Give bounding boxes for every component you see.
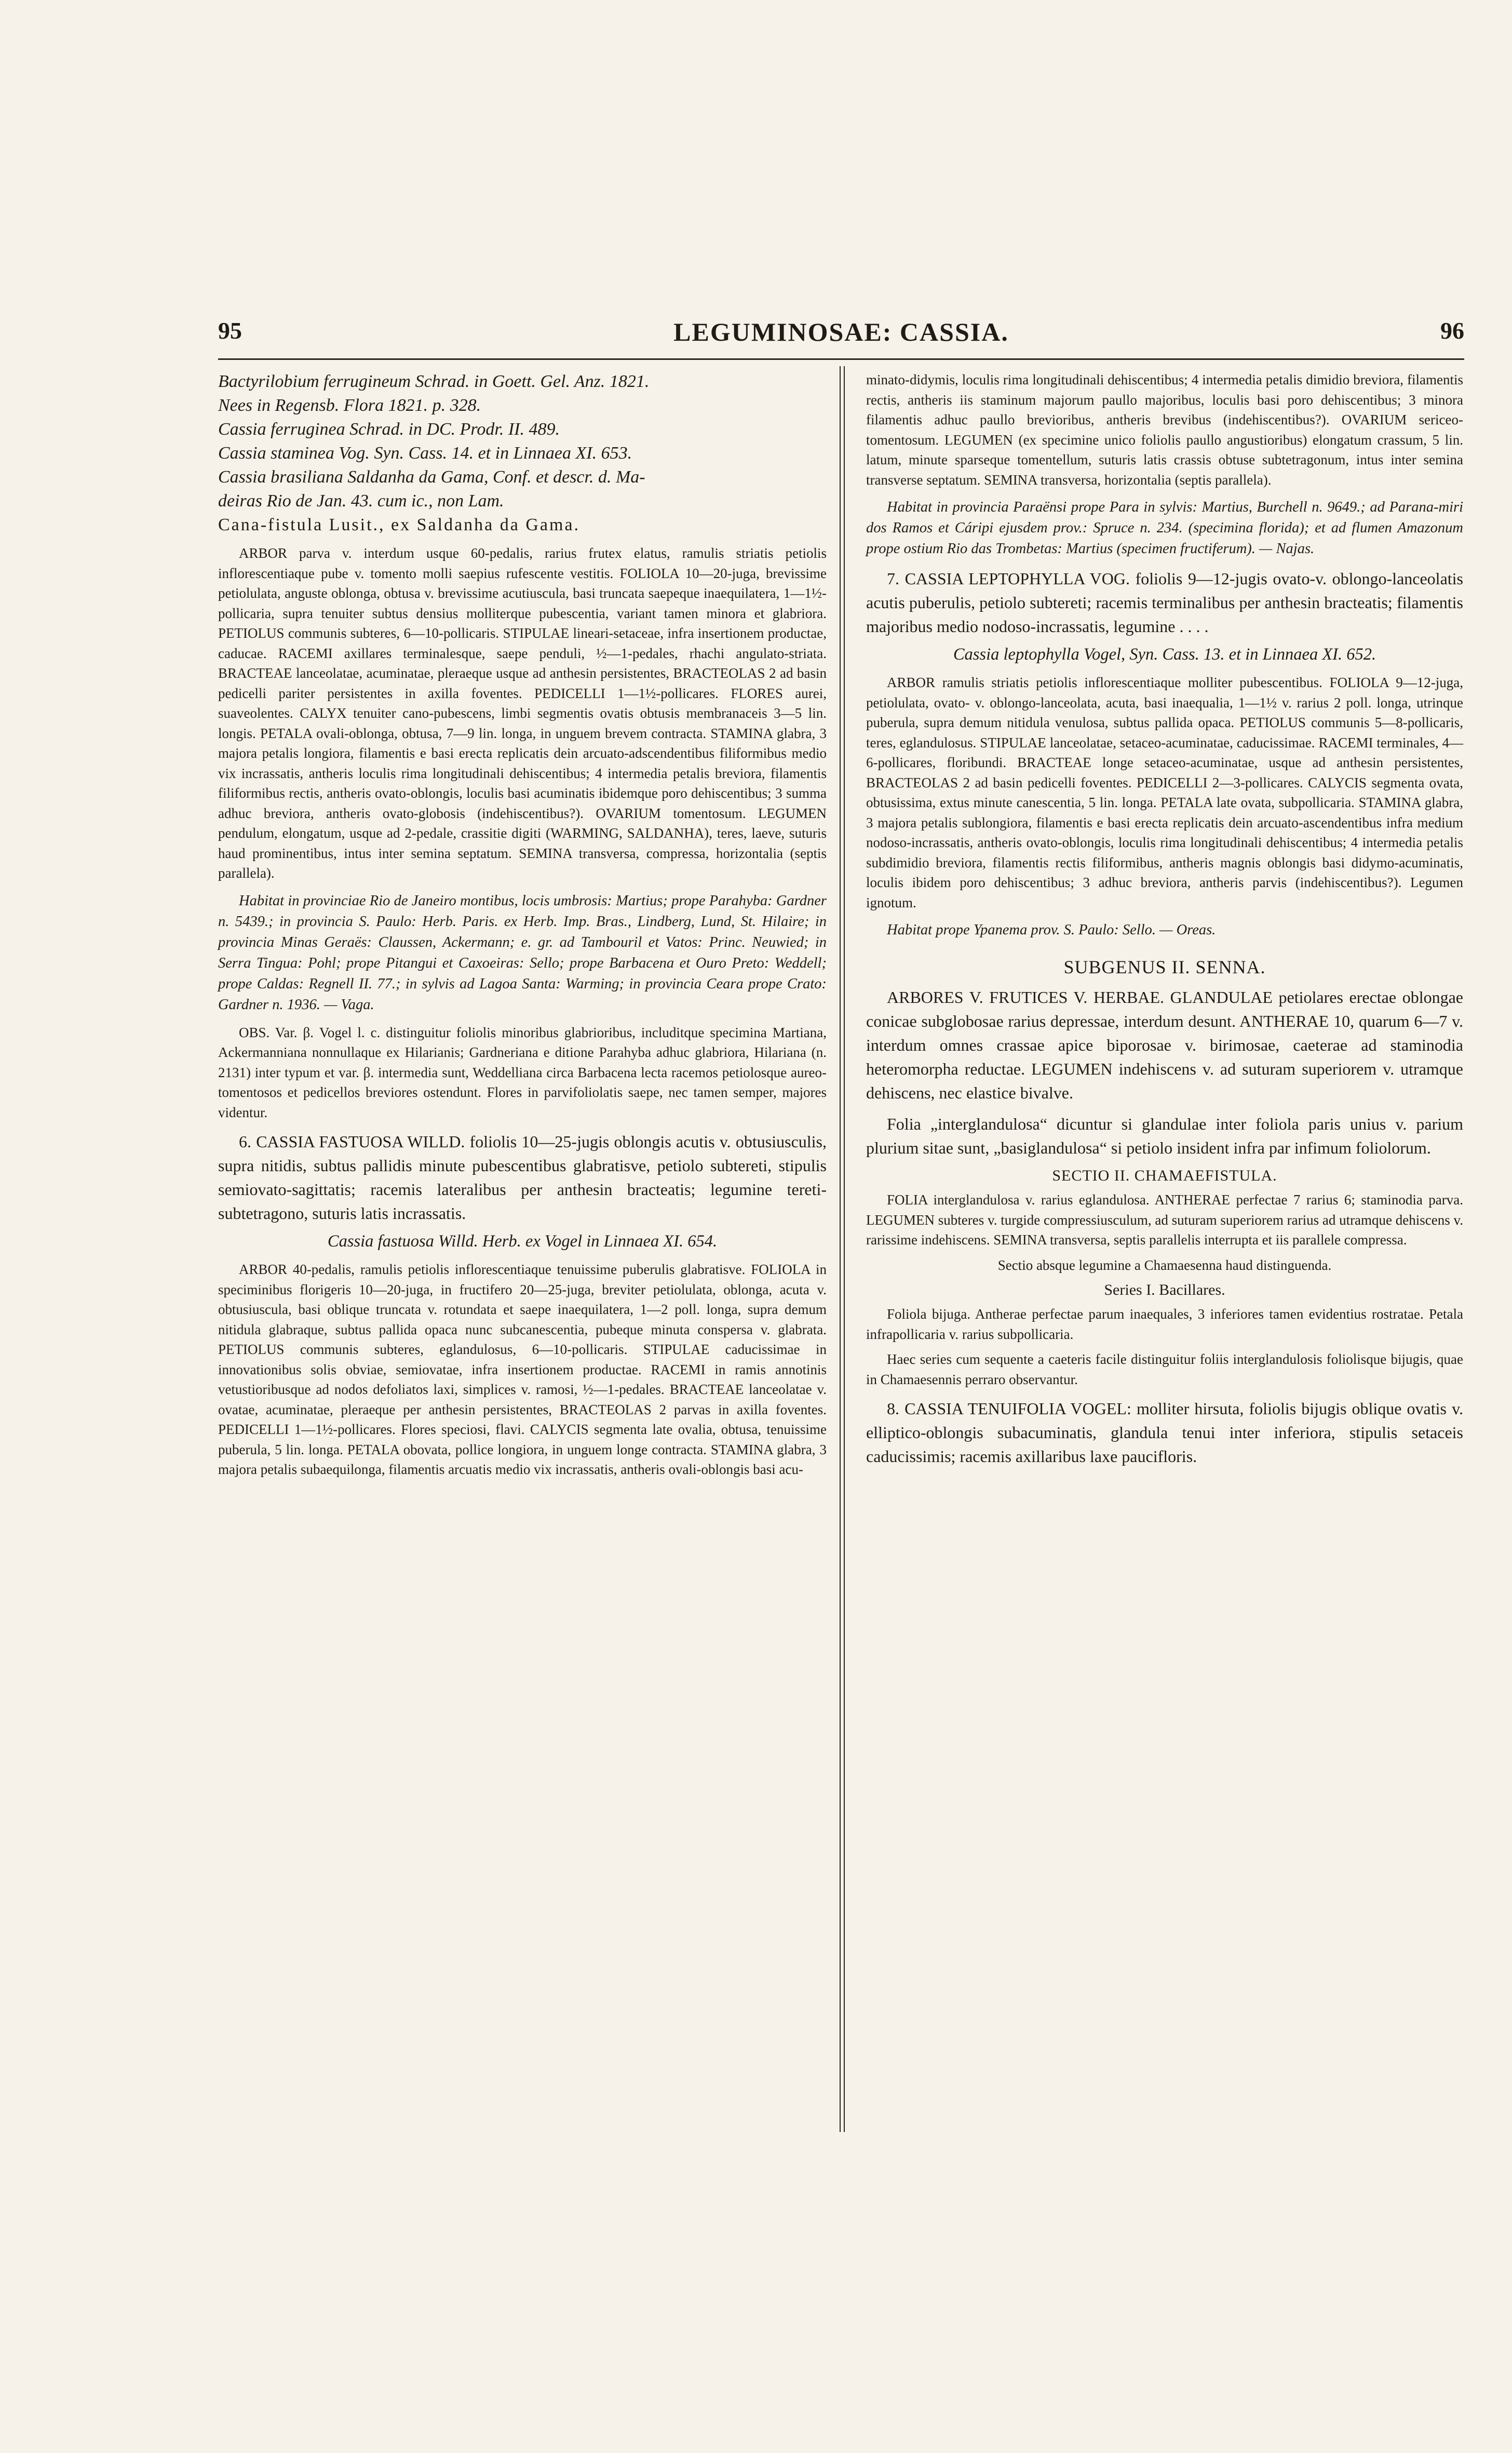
- species-diagnosis: 7. CASSIA LEPTOPHYLLA VOG. foliolis 9—12-jugis ovato-v. oblongo-lanceolatis acutis puberulis, petiolo subtereti; racemis terminalibus per anthesin bracteatis; filamentis majoribus medio nodoso-incrassatis, legumine . . . .: [866, 569, 1463, 636]
- folia-note: Folia „interglandulosa“ dicuntur si glandulae inter foliola paris unius v. parium plurium sitae sunt, „basiglandulosa“ si petiolo insident infra par infimum foliolorum.: [866, 1115, 1463, 1157]
- running-header: [218, 317, 1464, 358]
- habitat-paragraph: Habitat in provinciae Rio de Janeiro montibus, locis umbrosis: Martius; prope Parahyba: Gardner n. 5439.; in provincia S. Paulo: Herb. Paris. ex Herb. Imp. Bras., Lindberg, Lund, St. Hilaire; in provincia Minas Geraës: Claussen, Ackermann; e. gr. ad Tambouril et Vatos: Princ. Neuwied; in Serra Tingua: Pohl; prope Pitangui et Caxoeiras: Sello; prope Barbacena et Ouro Preto: Weddell; prope Caldas: Regnell II. 77.; in sylvis ad Lagoa Santa: Warming; in provincia Ceara prope Crato: Gardner n. 1936. — Vaga.: [218, 892, 827, 1013]
- synonym-line: Cassia brasiliana Saldanha da Gama, Conf. et descr. d. Ma-: [218, 467, 645, 487]
- synonym-line: Cassia staminea Vog. Syn. Cass. 14. et in Linnaea XI. 653.: [218, 444, 632, 463]
- left-column: [218, 370, 827, 1480]
- column-rule: [840, 366, 841, 2132]
- series-heading: Series I. Bacillares.: [1104, 1281, 1225, 1298]
- series-note: Haec series cum sequente a caeteris facile distinguitur foliis interglandulosis foliolisque bijugis, quae in Chamaesennis perraro observantur.: [866, 1351, 1463, 1387]
- header-rule: [218, 358, 1464, 360]
- species-synonym: Cassia fastuosa Willd. Herb. ex Vogel in Linnaea XI. 654.: [327, 1232, 718, 1251]
- sectio-description: FOLIA interglandulosa v. rarius eglandulosa. ANTHERAE perfectae 7 rarius 6; staminodia parva. LEGUMEN subteres v. turgide compressiusculum, ad suturam superiorem rarius ad utramque dehiscens v. rarissime indehiscens. SEMINA transversa, septis parallelis interrupta et iis parallele compressa.: [866, 1192, 1463, 1248]
- column-rule: [844, 366, 845, 2132]
- page-number-right: 96: [1440, 317, 1464, 344]
- sectio-heading: SECTIO II. CHAMAEFISTULA.: [1052, 1167, 1277, 1184]
- running-title: LEGUMINOSAE: CASSIA.: [673, 317, 1009, 346]
- species-synonym: Cassia leptophylla Vogel, Syn. Cass. 13. et in Linnaea XI. 652.: [953, 645, 1376, 664]
- species-diagnosis: 8. CASSIA TENUIFOLIA VOGEL: molliter hirsuta, foliolis bijugis oblique ovatis v. elliptico-oblongis subacuminatis, glandula tenui inter inferiora, stipulis setaceis caducissimis; racemis axillaribus laxe paucifloris.: [866, 1399, 1463, 1466]
- synonym-line: deiras Rio de Jan. 43. cum ic., non Lam.: [218, 491, 504, 511]
- synonym-line: Cassia ferruginea Schrad. in DC. Prodr. II. 489.: [218, 420, 560, 439]
- series-description: Foliola bijuga. Antherae perfectae parum inaequales, 3 inferiores tamen evidentius rostratae. Petala infrapollicaria v. rarius subpollicaria.: [866, 1306, 1463, 1342]
- synonym-line: Bactyrilobium ferrugineum Schrad. in Goett. Gel. Anz. 1821.: [218, 372, 650, 391]
- sectio-note: Sectio absque legumine a Chamaesenna haud distinguenda.: [997, 1257, 1332, 1273]
- page-number-left: 95: [218, 317, 242, 344]
- description-paragraph: ARBOR ramulis striatis petiolis inflorescentiaque molliter pubescentibus. FOLIOLA 9—12-juga, petiolulata, ovato- v. oblongo-lanceolata, acuta, basi inaequalia, 1—1½ v. rarius 2 poll. longa, utrinque puberula, supra demum nitidula venulosa, subtus pallida opaca. PETIOLUS communis 5—8-pollicaris, teres, eglandulosus. STIPULAE lanceolatae, setaceo-acuminatae, caducissimae. RACEMI terminales, 4—6-pollicares, floribundi. BRACTEAE longe setaceo-acuminatae, usque ad anthesin persistentes, BRACTEOLAS 2 ad basin pedicelli foventes. PEDICELLI 2—3-pollicares. CALYCIS segmenta ovata, obtusissima, extus minute canescentia, 5 lin. longa. PETALA late ovata, subpollicaria. STAMINA glabra, 3 majora petalis sublongiora, filamentis e basi erecta replicatis dein arcuato-ascendentibus infra medium nodoso-incrassatis, antheris ovato-oblongis, loculis rima longitudinali dehiscentibus; 4 intermedia petalis subdimidio breviora, filamentis rectis filiformibus, antheris magnis oblongis basi didymo-acuminatis, loculis ibidem poro dehiscentibus; 3 adhuc breviora, antheris parvis (indehiscentibus?). Legumen ignotum.: [866, 675, 1463, 910]
- habitat-paragraph: Habitat prope Ypanema prov. S. Paulo: Sello. — Oreas.: [887, 922, 1216, 938]
- synonymy: [218, 370, 827, 537]
- species-diagnosis: 6. CASSIA FASTUOSA WILLD. foliolis 10—25-jugis oblongis acutis v. obtusiusculis, supra nitidis, subtus pallidis minute pubescentibus glabratisve, petiolo subtereti, stipulis semiovato-sagittatis; racemis lateralibus per anthesin bracteatis; legumine tereti-subtetragono, suturis latis incrassatis.: [218, 1132, 827, 1223]
- right-column: [866, 370, 1463, 1468]
- synonym-line: Nees in Regensb. Flora 1821. p. 328.: [218, 396, 481, 415]
- page-mark: [636, 130, 683, 156]
- subgenus-description: ARBORES V. FRUTICES V. HERBAE. GLANDULAE petiolares erectae oblongae conicae subglobosae rarius depressae, interdum desunt. ANTHERAE 10, quarum 6—7 v. interdum omnes crassae apice biporosae v. birimosae, caeterae ad staminodia heteromorpha reductae. LEGUMEN indehiscens v. ad suturam superiorem v. utramque dehiscens, nec elastice bivalve.: [866, 988, 1463, 1102]
- synonym-line: Cana-fistula Lusit., ex Saldanha da Gama.: [218, 515, 580, 534]
- description-paragraph: ARBOR 40-pedalis, ramulis petiolis inflorescentiaque tenuissime puberulis glabratisve. FOLIOLA in speciminibus florigeris 10—20-juga, in fructifero 20—25-juga, breviter petiolulata, oblonga, acuta v. obtusiuscula, basi oblique truncata v. rotundata et saepe inaequilatera, 1—2 poll. longa, supra demum nitidula glabraque, subtus pallida opaca nunc subcanescentia, pubeque minuta conspersa v. glabrata. PETIOLUS communis subteres, eglandulosus, 6—10-pollicaris. STIPULAE caducissimae in innovationibus solis obviae, semiovatae, infra insertionem productae. RACEMI in ramis annotinis vetustioribusque ad nodos defoliatos laxi, simplices v. ramosi, ½—1-pedales. BRACTEAE lanceolatae v. ovatae, acuminatae, pleraeque per anthesin persistentes, BRACTEOLAS 2 parvas in axilla foventes. PEDICELLI 1—1½-pollicares. Flores speciosi, flavi. CALYCIS segmenta late ovalia, obtusa, tenuissime puberula, 5 lin. longa. PETALA obovata, pollice longiora, in unguem longe contracta. STAMINA glabra, 3 majora petalis subaequilonga, filamentis arcuatis medio vix incrassatis, antheris ovali-oblongis basi acu-: [218, 1262, 827, 1477]
- subgenus-heading: SUBGENUS II. SENNA.: [1063, 957, 1266, 977]
- habitat-paragraph: Habitat in provincia Paraënsi prope Para in sylvis: Martius, Burchell n. 9649.; ad Parana-miri dos Ramos et Cáripi ejusdem prov.: Spruce n. 234. (specimina florida); et ad flumen Amazonum prope ostium Rio das Trombetas: Martius (specimen fructiferum). — Najas.: [866, 499, 1463, 557]
- description-paragraph: ARBOR parva v. interdum usque 60-pedalis, rarius frutex elatus, ramulis striatis petiolis inflorescentiaque pube v. tomento molli saepius rufescente vestitis. FOLIOLA 10—20-juga, brevissime petiolulata, anguste oblonga, obtusa v. brevissime acutiuscula, basi truncata saepeque inaequilatera, 1—1½-pollicaria, supra tenuiter subtus densius molliterque pubescentia, variant tamen minora et glabriora. PETIOLUS communis subteres, 6—10-pollicaris. STIPULAE lineari-setaceae, infra insertionem productae, caducae. RACEMI axillares terminalesque, saepe penduli, ½—1-pedales, rhachi angulato-striata. BRACTEAE lanceolatae, acuminatae, pleraeque usque ad anthesin persistentes, BRACTEOLAS 2 ad basin pedicelli pariter persistentes in axilla foventes. PEDICELLI 1—1½-pollicares. FLORES aurei, suaveolentes. CALYX tenuiter cano-pubescens, limbi segmentis ovatis obtusis membranaceis 3—5 lin. longis. PETALA ovali-oblonga, obtusa, 7—9 lin. longa, in unguem brevem contracta. STAMINA glabra, 3 majora petalis longiora, filamentis e basi erecta replicatis dein arcuato-adscendentibus filiformibus medio vix incrassatis, antheris loculis rima longitudinali dehiscentibus; 4 intermedia petalis breviora, filamentis filiformibus rectis, antheris ovato-oblongis, loculis basi acuminatis ibidemque poro dehiscentibus; 3 summa adhuc breviora, antheris ovato-globosis (indehiscentibus?). OVARIUM tomentosum. LEGUMEN pendulum, elongatum, usque ad 2-pedale, crassitie digiti (WARMING, SALDANHA), teres, laeve, suturis haud prominentibus, intus inter semina septatum. SEMINA transversa, compressa, horizontalia (septis parallela).: [218, 545, 827, 881]
- description-paragraph: minato-didymis, loculis rima longitudinali dehiscentibus; 4 intermedia petalis dimidio breviora, filamentis rectis, antheris iis staminum majorum paullo majoribus, loculis basi poro dehiscentibus; 3 minora filamentis adhuc paullo brevioribus, antheris brevibus (indehiscentibus?). OVARIUM sericeo-tomentosum. LEGUMEN (ex specimine unico foliolis paullo angustioribus) elongatum crassum, 5 lin. latum, minute sparseque tomentellum, suturis latis crassis obtuse subtetragonum, intus inter semina transverse septatum. SEMINA transversa, horizontalia (septis parallela).: [866, 372, 1463, 488]
- observation-paragraph: OBS. Var. β. Vogel l. c. distinguitur foliolis minoribus glabrioribus, includitque specimina Martiana, Ackermanniana nonnullaque ex Hilarianis; Gardneriana e ditione Parahyba adhuc glabriora, Hilariana (n. 2131) inter typum et var. β. intermedia sunt, Weddelliana circa Barbacena lecta racemos petiolosque aureo-tomentosos et pedicellos breviores ostendunt. Flores in parvifoliolatis saepe, nec tamen semper, majores videntur.: [218, 1024, 827, 1120]
